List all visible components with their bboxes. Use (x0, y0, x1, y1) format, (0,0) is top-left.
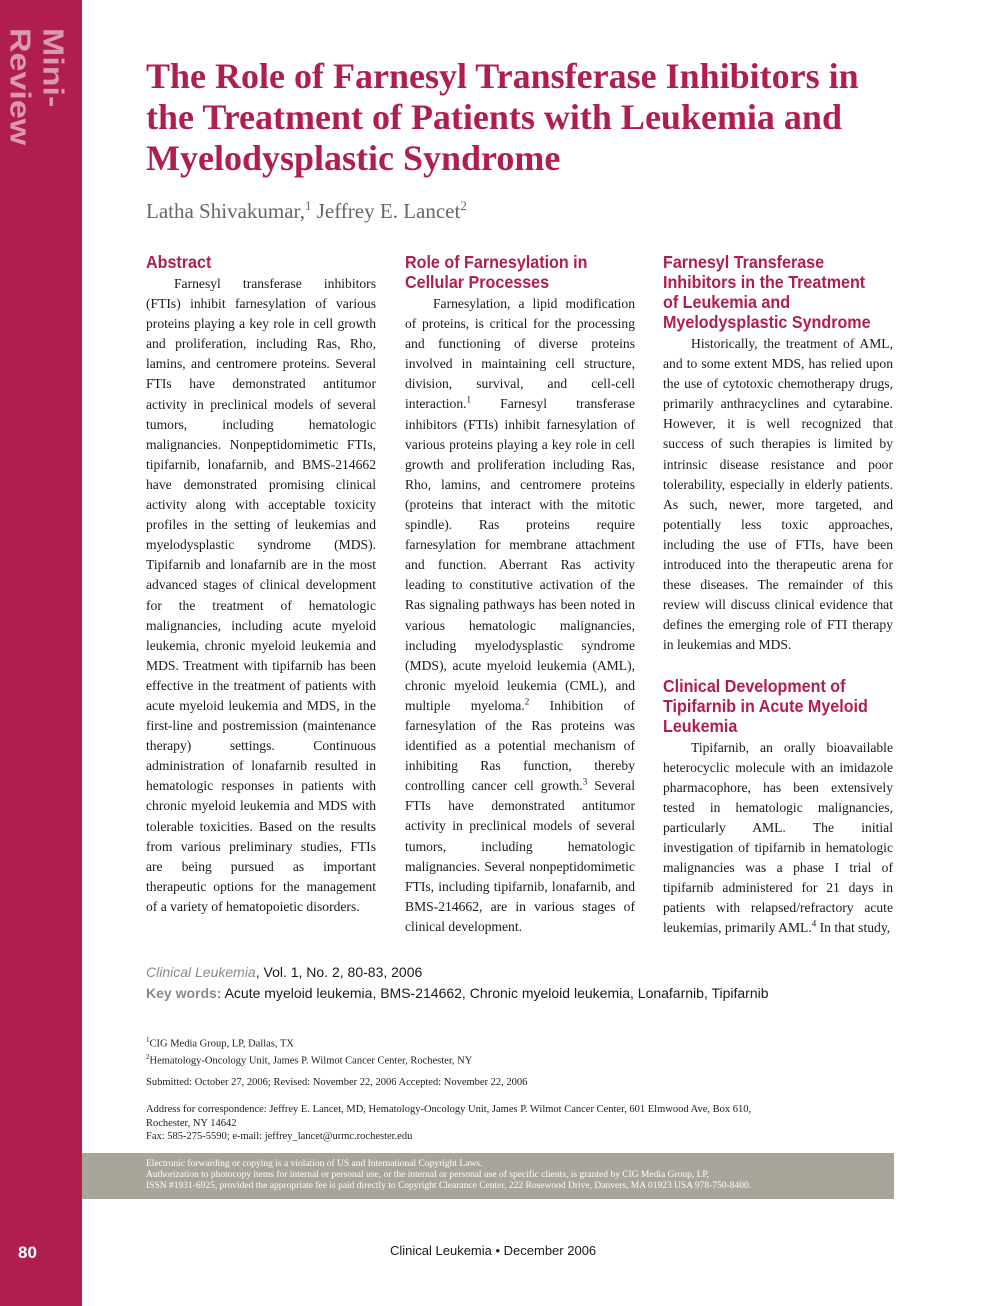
article-title: The Role of Farnesyl Transferase Inhibitors in the Treatment of Patients with Leukemia and Myelodysplastic Syndrome (146, 56, 859, 178)
copyright-line: Authorization to photocopy items for internal or personal use, or the internal or personal use of specific clients, is granted by CIG Media Group, LP, (146, 1170, 710, 1180)
keywords-label: Key words: (146, 985, 222, 1001)
page-footer: Clinical Leukemia • December 2006 (390, 1243, 597, 1258)
column-2 (405, 252, 635, 937)
affiliation (146, 1034, 846, 1051)
text-run: Inhibition of farnesylation of the Ras proteins was identified as a potential mechanism of inhibiting Ras function, thereby controlling cancer cell growth. (405, 697, 635, 794)
affiliations (146, 1034, 846, 1068)
citation-details: , Vol. 1, No. 2, 80-83, 2006 (255, 964, 423, 980)
author-name: Latha Shivakumar, (146, 199, 305, 223)
text-run: In that study, (816, 920, 891, 936)
section-label: Mini-Review (3, 28, 70, 146)
copyright-notice (146, 1159, 886, 1192)
text-run: Tipifarnib, an orally bioavailable heterocyclic molecule with an imidazole pharmacophore, has been extensively tested in hematologic malignancies, particularly AML. The initial investigation of tipifarnib in hematologic malignancies was a phase I trial of tipifarnib administered for 21 days in patients with relapsed/refractory acute leukemias, primarily AML. (663, 739, 893, 936)
section-heading: Role of Farnesylation in Cellular Processes (405, 252, 588, 292)
author-list (146, 198, 746, 224)
copyright-line: ISSN #1931-6925, provided the appropriate fee is paid directly to Copyright Clearance Center, 222 Rosewood Drive, Danvers, MA 01923 USA 978-750-8400. (146, 1181, 752, 1191)
keywords-list: Acute myeloid leukemia, BMS-214662, Chronic myeloid leukemia, Lonafarnib, Tipifarnib (221, 985, 769, 1001)
keywords (146, 983, 926, 1004)
page-number: 80 (18, 1243, 37, 1262)
affiliation-text: Hematology-Oncology Unit, James P. Wilmot Cancer Center, Rochester, NY (149, 1055, 473, 1067)
journal-sidebar (0, 0, 82, 1306)
journal-name: Clinical Leukemia (146, 964, 256, 980)
section-heading: Farnesyl Transferase Inhibitors in the Treatment of Leukemia and Myelodysplastic Syndrome (663, 252, 871, 332)
correspondence (146, 1103, 866, 1144)
affiliation-mark: 1 (146, 1036, 150, 1044)
text-run: Farnesylation, a lipid modification of proteins, is critical for the processing and functioning of diverse proteins involved in maintaining cell structure, division, survival, and cell-cell interaction. (405, 296, 635, 412)
text-run: Several FTIs have demonstrated antitumor activity in preclinical models of several tumors, including hematologic malignancies. Several nonpeptidomimetic FTIs, including tipifarnib, lonafarnib, and BMS-214662, are in various stages of clinical development. (405, 778, 635, 934)
author-name: Jeffrey E. Lancet (311, 199, 461, 223)
reference-mark: 4 (811, 918, 817, 929)
section-paragraph (663, 738, 893, 939)
journal-citation (146, 962, 926, 983)
citation-block (146, 962, 926, 1004)
text-run: Farnesyl transferase inhibitors (FTIs) inhibit farnesylation of various proteins playing a key role in cell growth and proliferation including Ras, Rho, lamins, and centromere proteins (proteins that interact with the mitotic spindle). Ras proteins require farnesylation for membrane attachment and function. Aberrant Ras activity leading to constitutive activation of the Ras signaling pathways has been noted in various hematologic malignancies, including myelodysplastic syndrome (MDS), acute myeloid leukemia (AML), chronic myeloid leukemia (CML), and multiple myeloma. (405, 396, 635, 713)
correspondence-line: Address for correspondence: Jeffrey E. Lancet, MD, Hematology-Oncology Unit, James P. Wilmot Cancer Center, 601 Elmwood Ave, Box 610, (146, 1104, 752, 1115)
abstract-text: Farnesyl transferase inhibitors (FTIs) inhibit farnesylation of various proteins playing a key role in cell growth and proliferation, including Ras, Rho, lamins, and centromere proteins. Several FTIs have demonstrated antitumor activity in preclinical models of several tumors, including hematologic malignancies. Nonpeptidomimetic FTIs, tipifarnib, lonafarnib, and BMS-214662 have demonstrated promising clinical activity along with acceptable toxicity profiles in the setting of leukemias and myelodysplastic syndrome (MDS). Tipifarnib and lonafarnib are in the most advanced stages of clinical development for the treatment of hematologic malignancies, including acute myeloid leukemia, chronic myeloid leukemia and MDS. Treatment with tipifarnib has been effective in the treatment of patients with acute myeloid leukemia and MDS, in the first-line and postremission (maintenance therapy) settings. Continuous administration of lonafarnib resulted in hematologic responses in patients with chronic myeloid leukemia and MDS with tolerable toxicities. Based on the results from various preliminary studies, FTIs are being pursued as important therapeutic options for the management of a variety of hematopoietic disorders. (146, 276, 376, 914)
author-affiliation-mark: 1 (304, 198, 312, 213)
section-heading: Clinical Development of Tipifarnib in Acute Myeloid Leukemia (663, 675, 868, 736)
copyright-line: Electronic forwarding or copying is a violation of US and International Copyright Laws. (146, 1159, 483, 1169)
affiliation-mark: 2 (146, 1053, 150, 1061)
reference-mark: 1 (466, 394, 472, 405)
affiliation (146, 1051, 846, 1068)
reference-mark: 3 (582, 776, 588, 787)
reference-mark: 2 (524, 696, 530, 707)
author-affiliation-mark: 2 (460, 198, 467, 213)
column-1 (146, 252, 376, 917)
section-paragraph (405, 294, 635, 937)
submission-dates: Submitted: October 27, 2006; Revised: November 22, 2006 Accepted: November 22, 2006 (146, 1077, 528, 1088)
section-paragraph: Historically, the treatment of AML, and to some extent MDS, has relied upon the use of cytotoxic chemotherapy drugs, primarily anthracyclines and cytarabine. However, it is well recognized that success of such therapies is limited by intrinsic disease resistance and poor tolerability, especially in elderly patients. As such, newer, more targeted, and potentially less toxic approaches, including the use of FTIs, have been introduced into the therapeutic arena for these diseases. The remainder of this review will discuss clinical evidence that defines the emerging role of FTI therapy in leukemias and MDS. (663, 336, 893, 653)
abstract-heading: Abstract (146, 252, 212, 272)
copyright-bar (82, 1153, 894, 1199)
affiliation-text: CIG Media Group, LP, Dallas, TX (149, 1038, 294, 1050)
column-3 (663, 252, 893, 938)
correspondence-line: Fax: 585-275-5590; e-mail: jeffrey_lancet@urmc.rochester.edu (146, 1131, 413, 1142)
correspondence-line: Rochester, NY 14642 (146, 1117, 237, 1129)
